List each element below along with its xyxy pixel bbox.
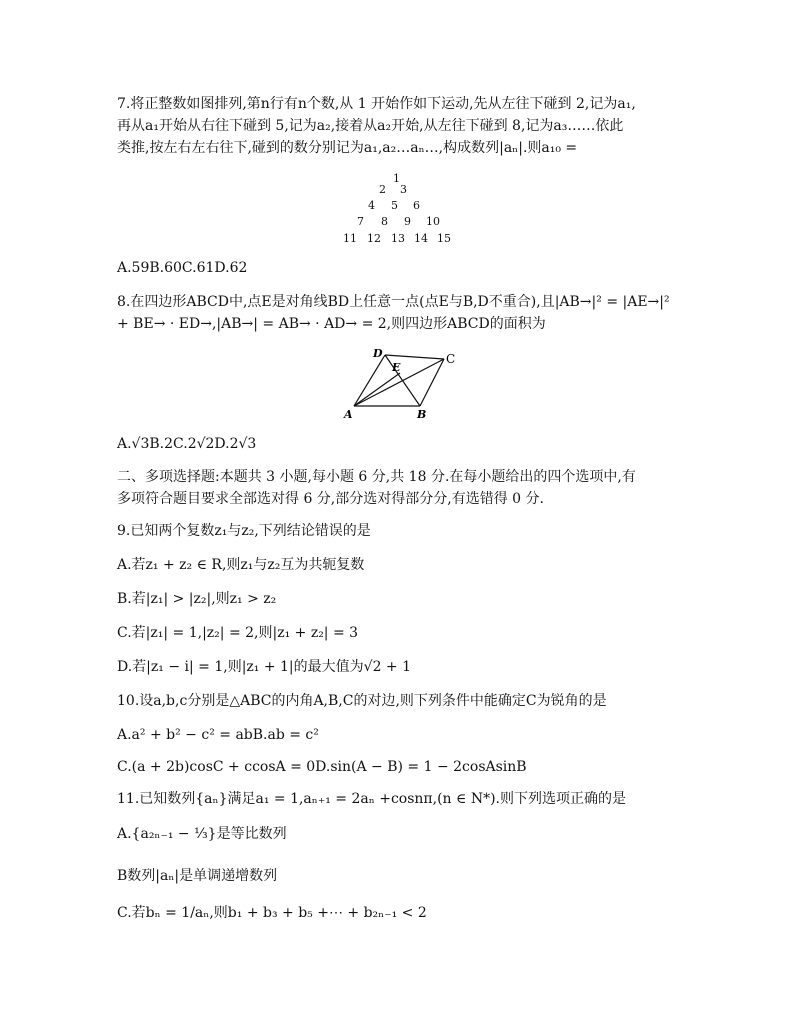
triangle-number: 11 bbox=[343, 232, 357, 245]
triangle-number: 10 bbox=[426, 215, 440, 228]
q11-option-b: B数列|aₙ|是单调递增数列 bbox=[117, 868, 278, 884]
q11-stem: 11.已知数列{aₙ}满足a₁ = 1,aₙ₊₁ = 2aₙ +cosnπ,(n ∈ N*).则下列选项正确的是 bbox=[117, 791, 626, 807]
q10-options-ab: A.a² + b² − c² = abB.ab = c² bbox=[117, 727, 319, 743]
q8-options: A.√3B.2C.2√2D.2√3 bbox=[117, 436, 257, 452]
triangle-number: 2 bbox=[379, 183, 386, 196]
label-C: C bbox=[446, 352, 456, 366]
triangle-number: 4 bbox=[368, 199, 375, 212]
triangle-number: 12 bbox=[367, 232, 381, 245]
q7-stem-line-1: 7.将正整数如图排列,第n行有n个数,从 1 开始作如下运动,先从左往下碰到 2,记为a₁, bbox=[117, 96, 636, 112]
quadrilateral-figure bbox=[340, 345, 470, 425]
q11-option-c: C.若bₙ = 1/aₙ,则b₁ + b₃ + b₅ +⋯ + b₂ₙ₋₁ < 2 bbox=[117, 905, 427, 921]
triangle-number: 5 bbox=[391, 199, 398, 212]
triangle-number: 6 bbox=[413, 199, 420, 212]
q8-stem-line-1: 8.在四边形ABCD中,点E是对角线BD上任意一点(点E与B,D不重合),且|AB→|² = |AE→|² bbox=[117, 294, 670, 310]
q8-stem-line-2: + BE→ · ED→,|AB→| = AB→ · AD→ = 2,则四边形ABCD的面积为 bbox=[117, 316, 546, 332]
q7-stem-line-3: 类推,按左右左右往下,碰到的数分别记为a₁,a₂…aₙ…,构成数列|aₙ|.则a₁₀ = bbox=[117, 140, 578, 156]
triangle-number: 7 bbox=[357, 215, 364, 228]
triangle-number: 13 bbox=[391, 232, 405, 245]
q10-options-cd: C.(a + 2b)cosC + ccosA = 0D.sin(A − B) = 1 − 2cosAsinB bbox=[117, 759, 527, 775]
triangle-number: 1 bbox=[393, 172, 400, 185]
q10-stem: 10.设a,b,c分别是△ABC的内角A,B,C的对边,则下列条件中能确定C为锐角的是 bbox=[117, 693, 607, 709]
q11-option-a: A.{a₂ₙ₋₁ − ⅓}是等比数列 bbox=[117, 826, 287, 842]
label-E: E bbox=[392, 361, 401, 374]
q9-option-c: C.若|z₁| = 1,|z₂| = 2,则|z₁ + z₂| = 3 bbox=[117, 625, 359, 641]
q9-option-b: B.若|z₁| > |z₂|,则z₁ > z₂ bbox=[117, 591, 277, 607]
q9-stem: 9.已知两个复数z₁与z₂,下列结论错误的是 bbox=[117, 523, 371, 539]
q7-stem-line-2: 再从a₁开始从右往下碰到 5,记为a₂,接着从a₂开始,从左往下碰到 8,记为a₃……依此 bbox=[117, 118, 624, 134]
triangle-number: 14 bbox=[414, 232, 428, 245]
triangle-number: 9 bbox=[404, 215, 411, 228]
triangle-number: 8 bbox=[381, 215, 388, 228]
label-A: A bbox=[344, 408, 353, 421]
section2-heading-line-1: 二、多项选择题:本题共 3 小题,每小题 6 分,共 18 分.在每小题给出的四个选项中,有 bbox=[117, 469, 636, 485]
label-D: D bbox=[373, 347, 383, 360]
label-B: B bbox=[417, 408, 427, 421]
triangle-number: 15 bbox=[437, 232, 451, 245]
triangle-number: 3 bbox=[400, 183, 407, 196]
q7-options: A.59B.60C.61D.62 bbox=[117, 260, 248, 276]
section2-heading-line-2: 多项符合题目要求全部选对得 6 分,部分选对得部分分,有选错得 0 分. bbox=[117, 491, 544, 507]
q9-option-a: A.若z₁ + z₂ ∈ R,则z₁与z₂互为共轭复数 bbox=[117, 557, 365, 573]
q9-option-d: D.若|z₁ − i| = 1,则|z₁ + 1|的最大值为√2 + 1 bbox=[117, 659, 412, 675]
